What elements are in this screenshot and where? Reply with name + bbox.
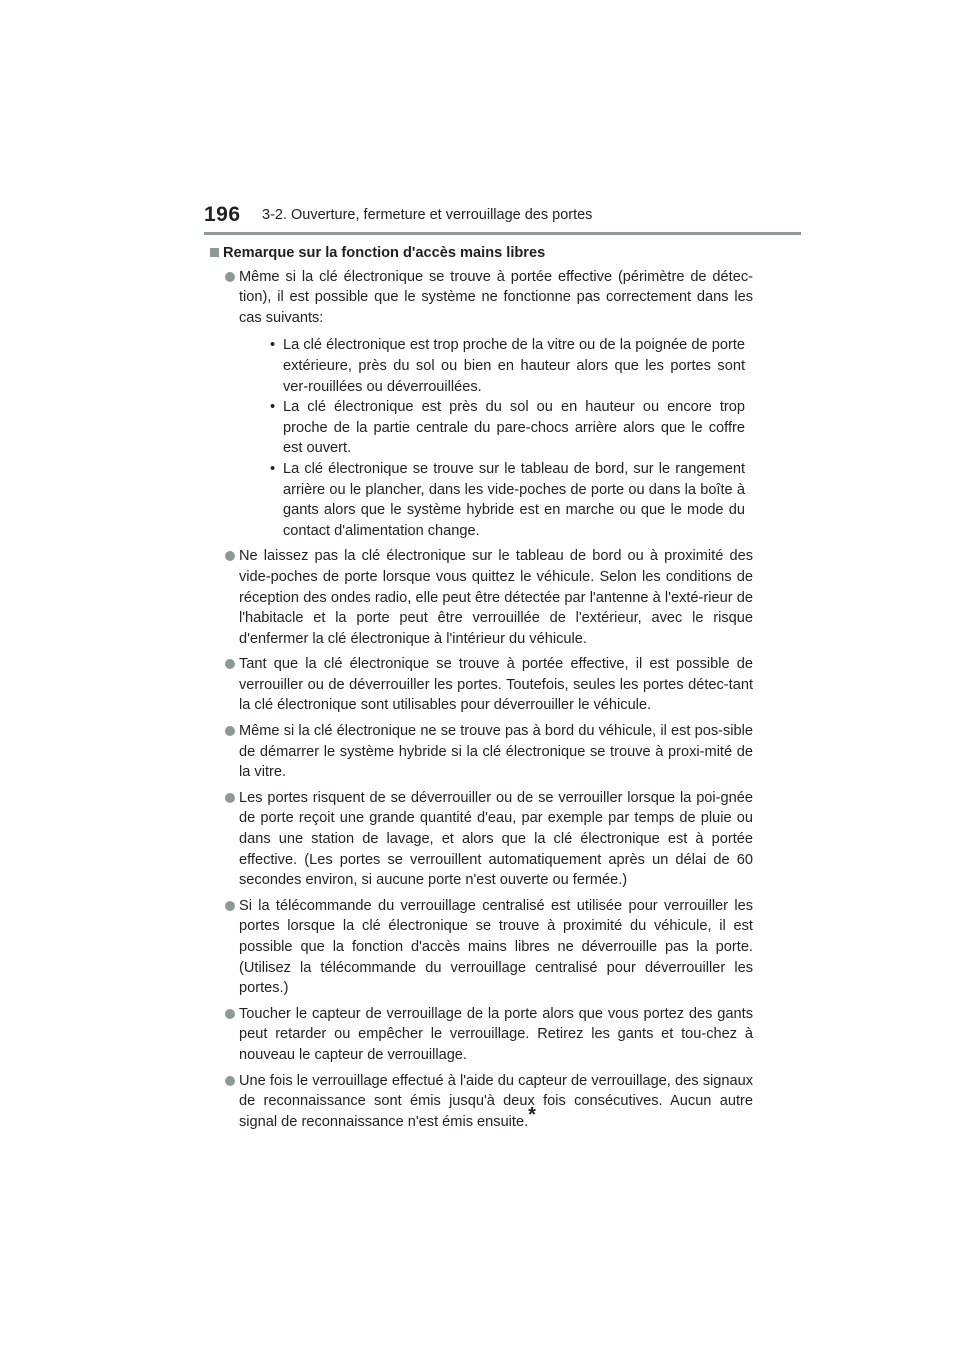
list-item [210, 788, 753, 891]
sub-list-item-text: La clé électronique se trouve sur le tableau de bord, sur le rangement arrière ou le plancher, dans les vide-poches de porte ou dans la boîte à gants alors que le système hybride est en marche ou que le mode du contact d'alimentation change. [283, 460, 745, 539]
list-item [210, 654, 753, 716]
circle-bullet-icon [225, 272, 235, 282]
circle-bullet-icon [225, 1009, 235, 1019]
list-item-text: Tant que la clé électronique se trouve à portée effective, il est possible de verrouiller ou de déverrouiller les portes. Toutefois, seules les portes détec-tant la clé électronique sont utilisables pour déverrouiller le véhicule. [239, 656, 753, 714]
bullet-dot-icon: • [270, 460, 276, 477]
page-content [210, 243, 753, 1137]
list-item [210, 546, 753, 649]
list-item-text: Toucher le capteur de verrouillage de la porte alors que vous portez des gants peut retarder ou empêcher le verrouillage. Retirez les gants et tou-chez à nouveau le capteur de verrouillage. [239, 1005, 753, 1063]
sub-list-item [239, 397, 753, 459]
circle-bullet-icon [225, 793, 235, 803]
list-item-text: Les portes risquent de se déverrouiller ou de se verrouiller lorsque la poi-gnée de porte reçoit une grande quantité d'eau, par exemple par temps de pluie ou dans une station de lavage, et alors que la clé électronique est à portée effective. (Les portes se verrouillent automatiquement après un délai de 60 secondes environ, si aucune porte n'est ouverte ou fermée.) [239, 789, 753, 889]
sub-list-item [239, 335, 753, 397]
list-item [210, 1004, 753, 1066]
circle-bullet-icon [225, 726, 235, 736]
list-item-text: Si la télécommande du verrouillage centralisé est utilisée pour verrouiller les portes lorsque la clé électronique se trouve à proximité du véhicule, il est possible que la fonction d'accès mains libres ne déverrouille pas la porte. (Utilisez la télécommande du verrouillage centralisé pour déverrouiller les portes.) [239, 897, 753, 997]
list-item [210, 1071, 753, 1133]
list-item-text: Une fois le verrouillage effectué à l'aide du capteur de verrouillage, des signaux de reconnaissance sont émis jusqu'à deux fois consécutives. Aucun autre signal de reconnaissance n'est émis ensuite. [239, 1072, 753, 1130]
list-item-text: Même si la clé électronique ne se trouve pas à bord du véhicule, il est pos-sible de démarrer le système hybride si la clé électronique se trouve à proxi-mité de la vitre. [239, 723, 753, 781]
bullet-dot-icon: • [270, 399, 276, 416]
bullet-dot-icon: • [270, 337, 276, 354]
list-item-text: Ne laissez pas la clé électronique sur le tableau de bord ou à proximité des vide-poches de porte lorsque vous quittez le véhicule. Selon les conditions de réception des ondes radio, elle peut être détectée par l'antenne à l'exté-rieur de l'habitacle et la porte peut être verrouillée de l'extérieur, avec le risque d'enfermer la clé électronique à l'intérieur du véhicule. [239, 548, 753, 647]
sub-list [239, 335, 753, 541]
circle-bullet-icon [225, 1076, 235, 1086]
square-bullet-icon [210, 248, 219, 257]
list-item [210, 721, 753, 783]
section-heading-text: Remarque sur la fonction d'accès mains libres [223, 245, 546, 261]
sub-list-item-text: La clé électronique est trop proche de la vitre ou de la poignée de porte extérieure, près du sol ou bien en hauteur alors que les portes sont ver-rouillées ou déverrouillées. [283, 337, 745, 395]
header-rule [204, 232, 801, 235]
list-item-text: Même si la clé électronique se trouve à portée effective (périmètre de détec-tion), il est possible que le système ne fonctionne pas correctement dans les cas suivants: [239, 268, 753, 326]
list-item [210, 896, 753, 999]
sub-list-item [239, 459, 753, 541]
footnote-asterisk: * [528, 1103, 536, 1126]
circle-bullet-icon [225, 551, 235, 561]
circle-bullet-icon [225, 659, 235, 669]
list-item [210, 267, 753, 542]
page-number: 196 [204, 203, 241, 226]
sub-list-item-text: La clé électronique est près du sol ou en hauteur ou encore trop proche de la partie centrale du pare-chocs arrière alors que le coffre est ouvert. [283, 399, 745, 457]
section-heading [210, 243, 753, 264]
section-title: 3-2. Ouverture, fermeture et verrouillage des portes [262, 207, 593, 223]
circle-bullet-icon [225, 901, 235, 911]
